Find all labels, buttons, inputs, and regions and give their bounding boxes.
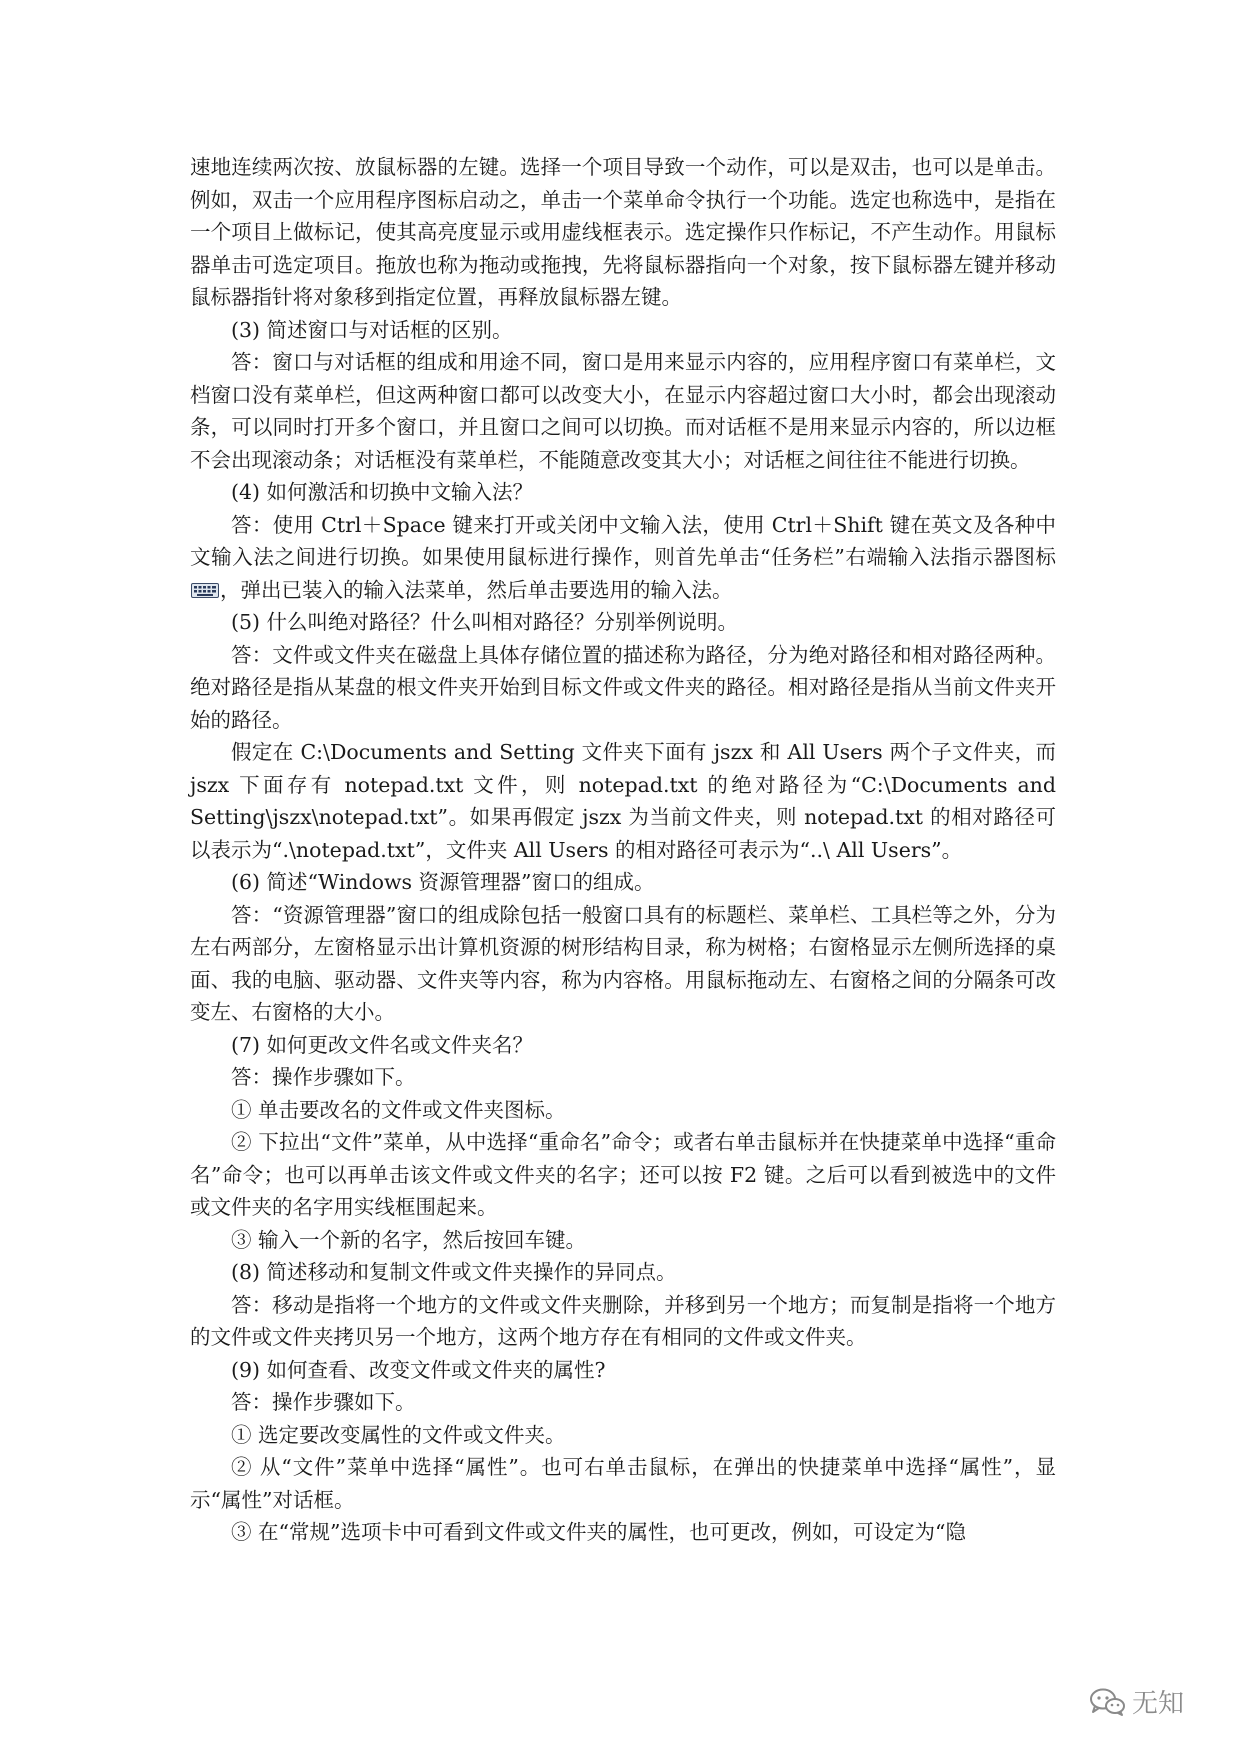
question-3: (3) 简述窗口与对话框的区别。 xyxy=(231,317,513,342)
answer-9-step-2: ② 从“文件”菜单中选择“属性”。也可右单击鼠标，在弹出的快捷菜单中选择“属性”，显示“属性”对话框。 xyxy=(190,1455,1056,1512)
answer-9: 答：操作步骤如下。 xyxy=(231,1390,416,1414)
paragraph-mouse-operations: 速地连续两次按、放鼠标器的左键。选择一个项目导致一个动作，可以是双击，也可以是单击。例如，双击一个应用程序图标启动之，单击一个菜单命令执行一个功能。选定也称选中，是指在一个项目上做标记，使其高亮度显示或用虚线框表示。选定操作只作标记，不产生动作。用鼠标器单击可选定项目。拖放也称为拖动或拖拽，先将鼠标器指向一个对象，按下鼠标器左键并移动鼠标器指针将对象移到指定位置，再释放鼠标器左键。 xyxy=(190,155,1056,309)
answer-9-step-3: ③ 在“常规”选项卡中可看到文件或文件夹的属性，也可更改，例如，可设定为“隐 xyxy=(231,1520,966,1544)
question-8: (8) 简述移动和复制文件或文件夹操作的异同点。 xyxy=(231,1260,677,1284)
question-4: (4) 如何激活和切换中文输入法？ xyxy=(231,480,534,504)
answer-7-step-1: ① 单击要改名的文件或文件夹图标。 xyxy=(231,1097,566,1122)
wechat-icon xyxy=(1088,1687,1126,1717)
question-5: (5) 什么叫绝对路径？什么叫相对路径？分别举例说明。 xyxy=(231,610,739,634)
answer-7: 答：操作步骤如下。 xyxy=(231,1065,416,1089)
answer-4 xyxy=(190,509,1056,607)
question-7: (7) 如何更改文件名或文件夹名？ xyxy=(231,1032,534,1057)
answer-3: 答：窗口与对话框的组成和用途不同，窗口是用来显示内容的，应用程序窗口有菜单栏，文档窗口没有菜单栏，但这两种窗口都可以改变大小，在显示内容超过窗口大小时，都会出现滚动条，可以同时打开多个窗口，并且窗口之间可以切换。而对话框不是用来显示内容的，所以边框不会出现滚动条；对话框没有菜单栏，不能随意改变其大小；对话框之间往往不能进行切换。 xyxy=(190,350,1056,472)
answer-6: 答：“资源管理器”窗口的组成除包括一般窗口具有的标题栏、菜单栏、工具栏等之外，分为左右两部分，左窗格显示出计算机资源的树形结构目录，称为树格；右窗格显示左侧所选择的桌面、我的电脑、驱动器、文件夹等内容，称为内容格。用鼠标拖动左、右窗格之间的分隔条可改变左、右窗格的大小。 xyxy=(190,902,1056,1024)
question-6: (6) 简述“Windows 资源管理器”窗口的组成。 xyxy=(231,870,655,894)
answer-7-step-3: ③ 输入一个新的名字，然后按回车键。 xyxy=(231,1227,587,1252)
answer-8: 答：移动是指将一个地方的文件或文件夹删除，并移到另一个地方；而复制是指将一个地方的文件或文件夹拷贝另一个地方，这两个地方存在有相同的文件或文件夹。 xyxy=(190,1292,1056,1349)
document-page xyxy=(190,151,1056,1549)
answer-5: 答：文件或文件夹在磁盘上具体存储位置的描述称为路径，分为绝对路径和相对路径两种。绝对路径是指从某盘的根文件夹开始到目标文件或文件夹的路径。相对路径是指从当前文件夹开始的路径。 xyxy=(190,642,1056,732)
question-9: (9) 如何查看、改变文件或文件夹的属性? xyxy=(231,1357,606,1382)
answer-5-example: 假定在 C:\Documents and Setting 文件夹下面有 jszx 和 All Users 两个子文件夹，而 jszx 下面存有 notepad.txt 文件，则 notepad.txt 的绝对路径为“C:\Documents and Setting\jszx\notepad.txt”。如果再假定 jszx 为当前文件夹，则 notepad.txt 的相对路径可以表示为“.\notepad.txt”，文件夹 All Users 的相对路径可表示为“..\ All Users”。 xyxy=(190,740,1056,862)
keyboard-icon xyxy=(191,583,219,598)
answer-7-step-2: ② 下拉出“文件”菜单，从中选择“重命名”命令；或者右单击鼠标并在快捷菜单中选择“重命名”命令；也可以再单击该文件或文件夹的名字；还可以按 F2 键。之后可以看到被选中的文件或文件夹的名字用实线框围起来。 xyxy=(190,1130,1056,1219)
answer-4-text-end: ，弹出已装入的输入法菜单，然后单击要选用的输入法。 xyxy=(220,577,733,602)
answer-9-step-1: ① 选定要改变属性的文件或文件夹。 xyxy=(231,1422,566,1447)
watermark-text: 无知 xyxy=(1132,1689,1185,1719)
watermark xyxy=(1088,1683,1184,1720)
answer-4-text: 答：使用 Ctrl＋Space 键来打开或关闭中文输入法，使用 Ctrl＋Shift 键在英文及各种中文输入法之间进行切换。如果使用鼠标进行操作，则首先单击“任务栏”右端输入法指示器图标 xyxy=(190,512,1056,569)
